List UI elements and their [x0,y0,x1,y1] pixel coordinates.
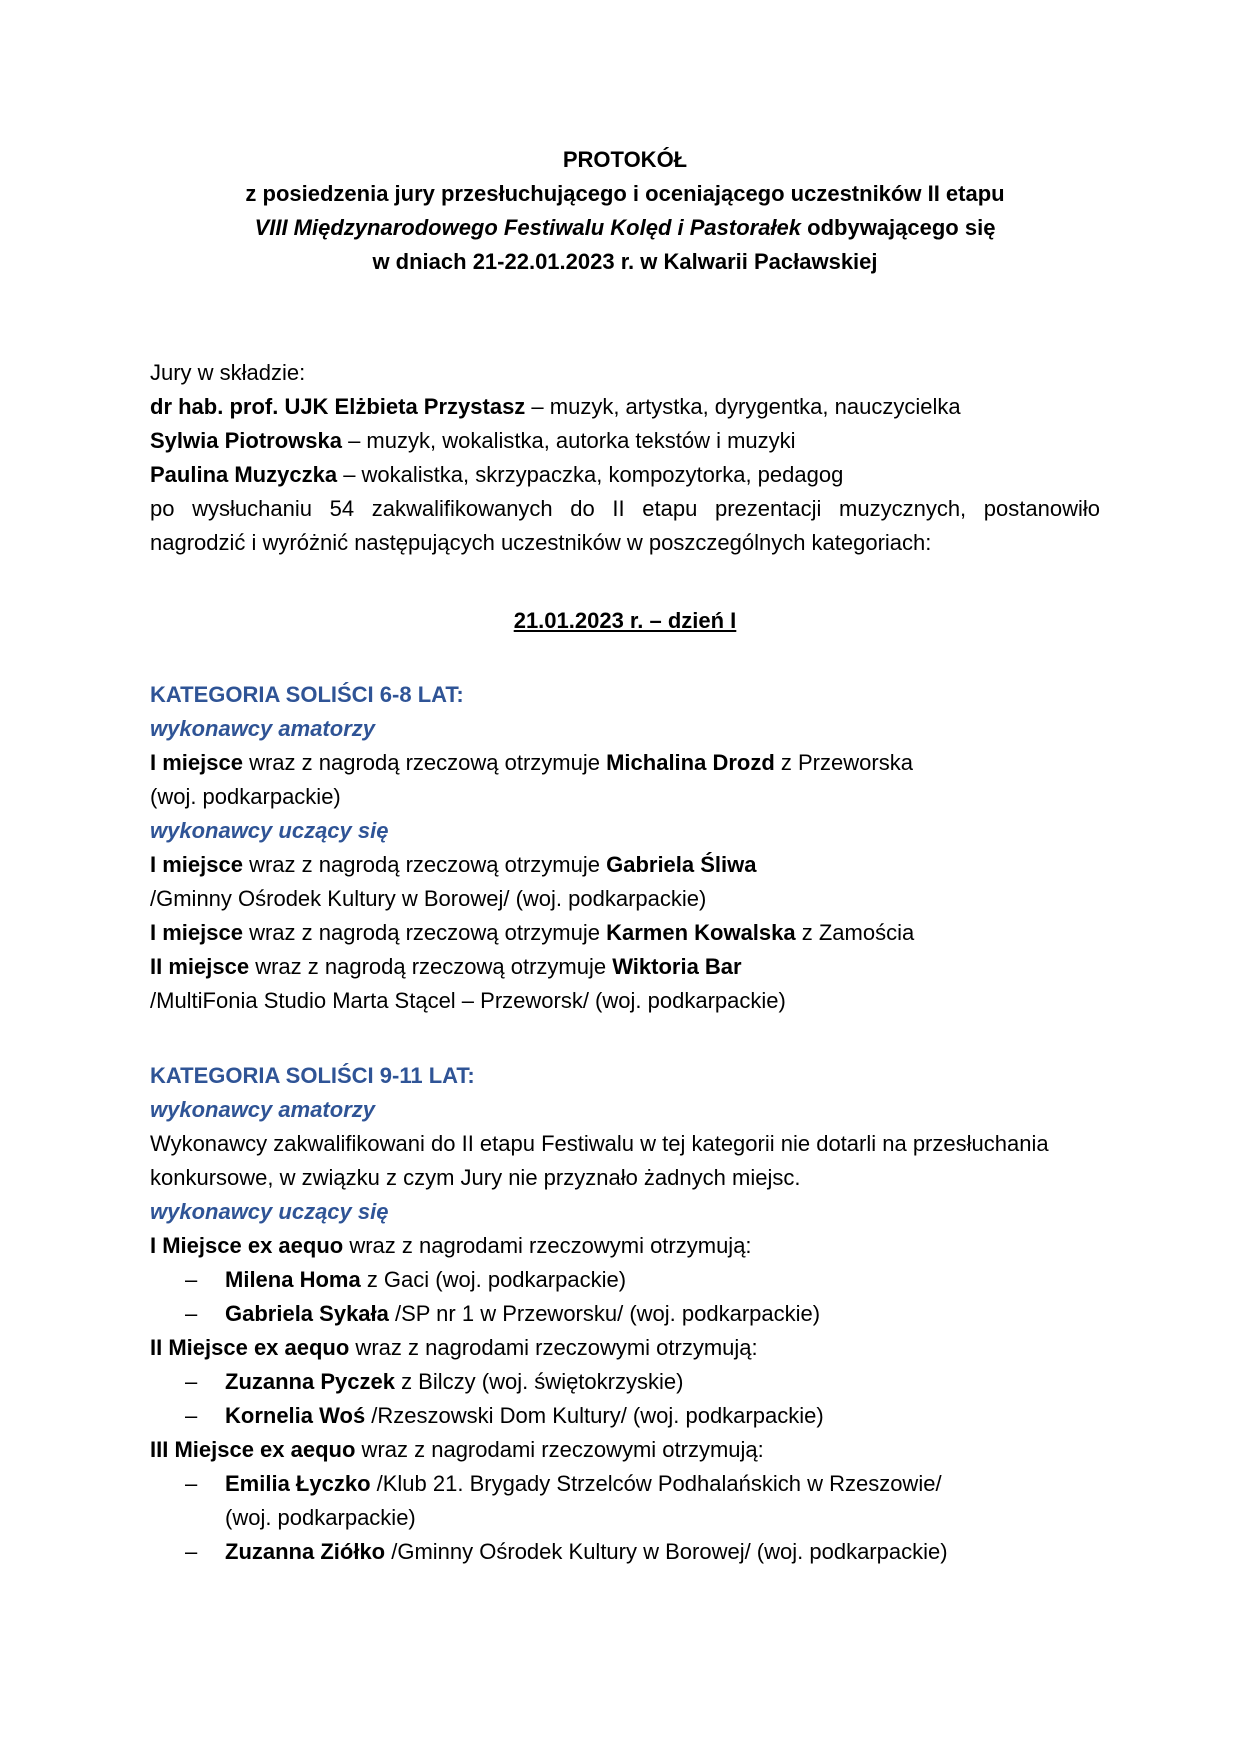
winner-name: Kornelia Woś [225,1403,366,1428]
award-line-continued: /MultiFonia Studio Marta Stącel – Przeworsk/ (woj. podkarpackie) [150,988,786,1013]
jury-member-name: dr hab. prof. UJK Elżbieta Przystasz [150,394,526,419]
jury-summary-line-1: po wysłuchaniu 54 zakwalifikowanych do II etapu prezentacji muzycznych, postanowiło [150,496,1100,521]
award-line-continued: /Gminny Ośrodek Kultury w Borowej/ (woj. podkarpackie) [150,886,707,911]
list-item [150,1297,1100,1331]
award-group-heading [150,1229,1100,1263]
award-place: II Miejsce ex aequo [150,1335,350,1360]
category-heading: KATEGORIA SOLIŚCI 6-8 LAT: [150,682,464,707]
winner-name: Emilia Łyczko [225,1471,371,1496]
day-heading: 21.01.2023 r. – dzień I [513,608,737,633]
festival-name: VIII Międzynarodowego Festiwalu Kolęd i Pastorałek [254,215,802,240]
award-place: I miejsce [150,920,243,945]
award-text: wraz z nagrodami rzeczowymi otrzymują: [349,1335,758,1360]
category-heading: KATEGORIA SOLIŚCI 9-11 LAT: [150,1063,475,1088]
award-line [150,848,1100,882]
subcategory-heading: wykonawcy uczący się [150,818,389,843]
subcategory-heading: wykonawcy uczący się [150,1199,389,1224]
award-group-heading [150,1433,1100,1467]
dash-bullet: – [185,1267,198,1292]
winner-origin: /Gminny Ośrodek Kultury w Borowej/ (woj. podkarpackie) [385,1539,948,1564]
award-line [150,950,1100,984]
jury-member-desc: – muzyk, wokalistka, autorka tekstów i muzyki [341,428,796,453]
award-text: wraz z nagrodą rzeczową otrzymuje [242,852,607,877]
category-section-9-11 [150,1059,1100,1569]
subcategory-heading: wykonawcy amatorzy [150,1097,375,1122]
jury-member [150,390,1100,424]
dash-bullet: – [185,1301,198,1326]
winner-name: Michalina Drozd [606,750,775,775]
list-item [150,1263,1100,1297]
list-item [150,1399,1100,1433]
list-item [150,1467,1100,1501]
winner-origin: /Rzeszowski Dom Kultury/ (woj. podkarpackie) [365,1403,824,1428]
dash-bullet: – [185,1471,198,1496]
dash-bullet: – [185,1369,198,1394]
jury-member-desc: – muzyk, artystka, dyrygentka, nauczycielka [525,394,961,419]
award-text: wraz z nagrodą rzeczową otrzymuje [242,920,607,945]
dash-bullet: – [185,1539,198,1564]
amateurs-note-line-2: konkursowe, w związku z czym Jury nie przyznało żadnych miejsc. [150,1165,801,1190]
winner-origin: /Klub 21. Brygady Strzelców Podhalańskich w Rzeszowie/ [370,1471,942,1496]
award-place: I miejsce [150,852,243,877]
list-item [150,1535,1100,1569]
amateurs-note-line-1: Wykonawcy zakwalifikowani do II etapu Festiwalu w tej kategorii nie dotarli na przesłuchania [150,1131,1049,1156]
document-header [150,143,1100,279]
award-place: II miejsce [150,954,250,979]
list-item-continued: (woj. podkarpackie) [225,1505,416,1530]
jury-member-desc: – wokalistka, skrzypaczka, kompozytorka, pedagog [337,462,844,487]
document-title: PROTOKÓŁ [562,147,688,172]
header-line-2-rest: odbywającego się [801,215,996,240]
winner-name: Zuzanna Pyczek [225,1369,395,1394]
award-text: wraz z nagrodami rzeczowymi otrzymują: [343,1233,752,1258]
winner-origin: z Gaci (woj. podkarpackie) [360,1267,627,1292]
header-line-1: z posiedzenia jury przesłuchującego i oceniającego uczestników II etapu [245,181,1005,206]
award-line-continued: (woj. podkarpackie) [150,784,341,809]
jury-intro: Jury w składzie: [150,360,306,385]
award-line [150,916,1100,950]
award-line [150,746,1100,780]
winner-name: Milena Homa [225,1267,361,1292]
award-place: III Miejsce ex aequo [150,1437,356,1462]
header-line-2 [150,211,1100,245]
subcategory-heading: wykonawcy amatorzy [150,716,375,741]
award-text: wraz z nagrodami rzeczowymi otrzymują: [355,1437,764,1462]
award-text: wraz z nagrodą rzeczową otrzymuje [242,750,607,775]
winner-name: Zuzanna Ziółko [225,1539,386,1564]
jury-member-name: Paulina Muzyczka [150,462,338,487]
award-text: wraz z nagrodą rzeczową otrzymuje [249,954,613,979]
document-page [150,0,1100,1754]
jury-member-name: Sylwia Piotrowska [150,428,342,453]
award-place: I Miejsce ex aequo [150,1233,344,1258]
header-line-3: w dniach 21-22.01.2023 r. w Kalwarii Pacławskiej [372,249,878,274]
award-group-heading [150,1331,1100,1365]
category-section-6-8 [150,678,1100,1018]
winner-origin: /SP nr 1 w Przeworsku/ (woj. podkarpackie) [388,1301,821,1326]
winner-name: Wiktoria Bar [612,954,742,979]
jury-member [150,458,1100,492]
winner-origin: z Zamościa [795,920,915,945]
award-place: I miejsce [150,750,243,775]
jury-section [150,356,1100,560]
jury-summary-line-2: nagrodzić i wyróżnić następujących uczestników w poszczególnych kategoriach: [150,530,932,555]
jury-member [150,424,1100,458]
winner-name: Gabriela Śliwa [606,852,757,877]
winner-origin: z Przeworska [774,750,913,775]
dash-bullet: – [185,1403,198,1428]
winner-name: Karmen Kowalska [606,920,796,945]
winner-origin: z Bilczy (woj. świętokrzyskie) [394,1369,684,1394]
list-item [150,1365,1100,1399]
winner-name: Gabriela Sykała [225,1301,389,1326]
